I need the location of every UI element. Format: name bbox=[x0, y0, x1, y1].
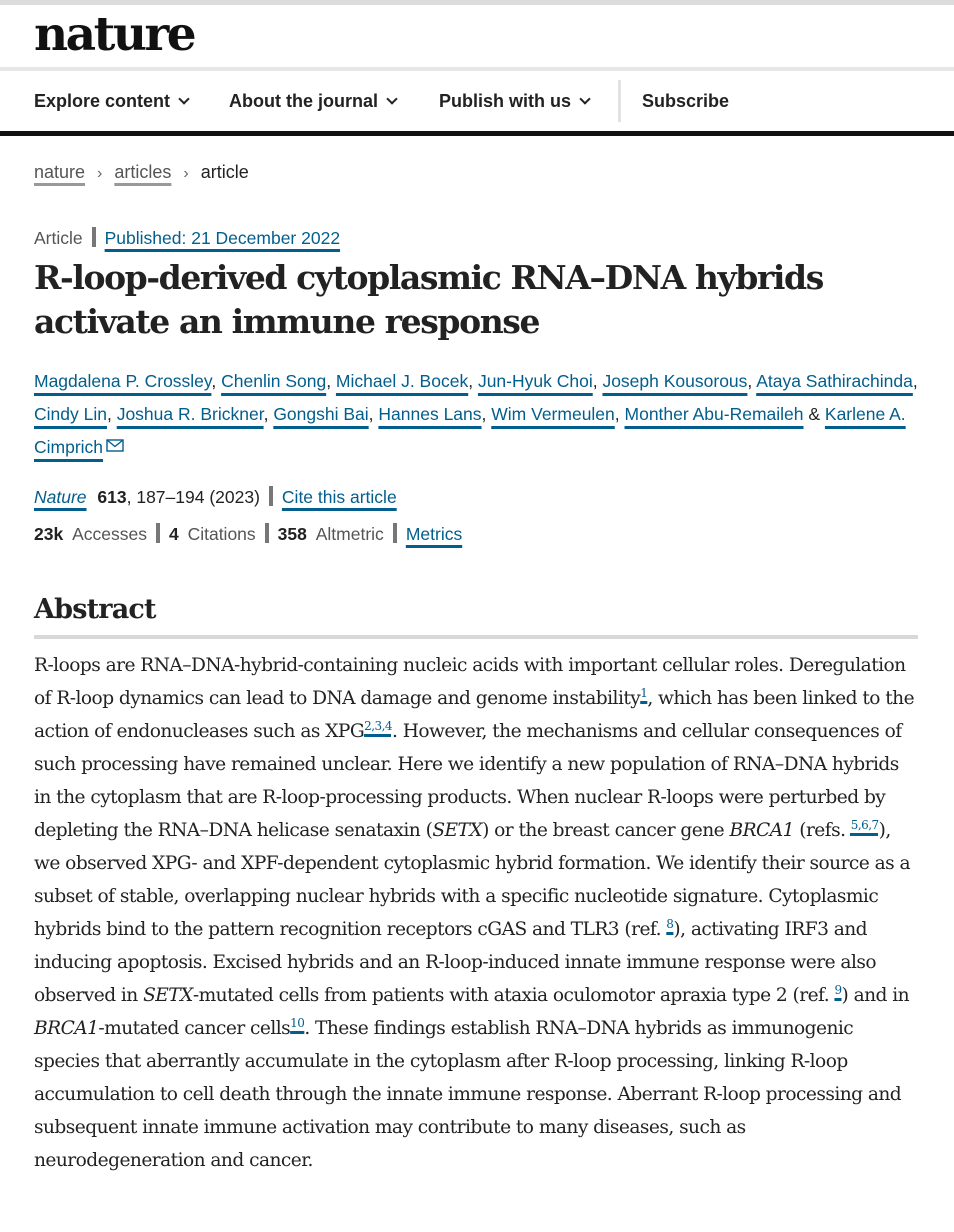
author-separator: , bbox=[592, 371, 603, 391]
divider-bar bbox=[393, 523, 397, 543]
reference-link-3[interactable]: 3 bbox=[374, 719, 382, 733]
nature-logo[interactable]: nature bbox=[34, 7, 195, 62]
abstract-segment: . However, the mechanisms and cellular consequences of such processing have remained unclear. Here we identify a new population of RNA–DNA hybrids in the cytoplasm that are R-loop-processing products. When nuclear R-loops were perturbed by depleting the RNA–DNA helicase senataxin ( bbox=[34, 721, 902, 841]
pages-year: , 187–194 (2023) bbox=[126, 487, 260, 507]
nav-about-label: About the journal bbox=[229, 91, 378, 111]
breadcrumb-separator: › bbox=[97, 165, 103, 182]
accesses-count: 23k bbox=[34, 524, 64, 544]
ref-comma: , bbox=[857, 818, 862, 832]
citations-label: Citations bbox=[187, 524, 256, 544]
nav-explore-content[interactable] bbox=[34, 71, 188, 132]
journal-link[interactable]: Nature bbox=[34, 487, 87, 507]
author-link[interactable]: Hannes Lans bbox=[378, 404, 482, 424]
abstract-heading: Abstract bbox=[34, 594, 156, 625]
volume: 613 bbox=[97, 487, 127, 507]
author-separator: , bbox=[106, 404, 117, 424]
citation-line bbox=[34, 485, 397, 509]
author-separator: , bbox=[468, 371, 478, 391]
chevron-down-icon bbox=[386, 93, 397, 104]
author-link[interactable]: Michael J. Bocek bbox=[335, 371, 469, 391]
author-separator: , bbox=[912, 371, 918, 391]
metrics-link[interactable]: Metrics bbox=[405, 524, 463, 544]
author-separator: & bbox=[803, 404, 825, 424]
email-icon[interactable] bbox=[106, 439, 124, 452]
divider-bar bbox=[156, 523, 160, 543]
breadcrumb bbox=[34, 160, 249, 186]
altmetric-label: Altmetric bbox=[315, 524, 384, 544]
reference-link-5[interactable]: 5 bbox=[850, 818, 858, 832]
reference-link-8[interactable]: 8 bbox=[666, 917, 674, 931]
author-separator: , bbox=[614, 404, 625, 424]
breadcrumb-nature[interactable]: nature bbox=[34, 162, 86, 182]
article-title: R-loop-derived cytoplasmic RNA–DNA hybrids activate an immune response bbox=[34, 258, 823, 341]
reference-link-9[interactable]: 9 bbox=[834, 983, 842, 997]
top-strip bbox=[0, 0, 954, 5]
divider-bar bbox=[269, 486, 273, 506]
cite-article-link[interactable]: Cite this article bbox=[281, 487, 397, 507]
abstract-segment: . These findings establish RNA–DNA hybrids as immunogenic species that aberrantly accumulate in the cytoplasm after R-loop processing, linking R-loop accumulation to cell death through the innate immune response. Aberrant R-loop processing and subsequent innate immune activation may contribute to many diseases, such as neurodegeneration and cancer. bbox=[34, 1018, 902, 1171]
reference-link-7[interactable]: 7 bbox=[871, 818, 879, 832]
abstract-segment: (refs. bbox=[793, 820, 851, 841]
breadcrumb-articles[interactable]: articles bbox=[114, 162, 172, 182]
subscribe-link[interactable]: Subscribe bbox=[642, 91, 730, 111]
divider-bar bbox=[265, 523, 269, 543]
abstract-segment: , which has been linked to the action of endonucleases such as XPG bbox=[34, 688, 915, 742]
author-separator: , bbox=[368, 404, 379, 424]
abstract-rule bbox=[34, 635, 918, 639]
breadcrumb-current: article bbox=[200, 162, 249, 182]
divider-bar bbox=[92, 227, 96, 247]
altmetric-count: 358 bbox=[277, 524, 307, 544]
nav-about-journal[interactable] bbox=[229, 71, 396, 132]
author-link[interactable]: Karlene A. Cimprich bbox=[34, 404, 906, 457]
author-link[interactable]: Joshua R. Brickner bbox=[116, 404, 264, 424]
author-separator: , bbox=[211, 371, 222, 391]
author-separator: , bbox=[747, 371, 757, 391]
author-link[interactable]: Magdalena P. Crossley bbox=[34, 371, 212, 391]
ref-comma: , bbox=[371, 719, 375, 733]
author-link[interactable]: Ataya Sathirachinda bbox=[756, 371, 913, 391]
author-link[interactable]: Cindy Lin bbox=[34, 404, 107, 424]
citations-count: 4 bbox=[168, 524, 179, 544]
main-nav bbox=[0, 71, 954, 132]
accesses-label: Accesses bbox=[72, 524, 147, 544]
nav-publish-label: Publish with us bbox=[439, 91, 572, 111]
chevron-down-icon bbox=[579, 93, 590, 104]
abstract-segment: ), we observed XPG- and XPF-dependent cytoplasmic hybrid formation. We identify their source as a subset of stable, overlapping nuclear hybrids with a specific nucleotide signature. Cytoplasmic hybrids bind to the pattern recognition receptors cGAS and TLR3 (ref. bbox=[34, 820, 911, 940]
author-link[interactable]: Jun-Hyuk Choi bbox=[477, 371, 593, 391]
gene-name: BRCA1 bbox=[729, 820, 794, 841]
abstract-segment: -mutated cells from patients with ataxia oculomotor apraxia type 2 (ref. bbox=[192, 985, 835, 1006]
author-link[interactable]: Chenlin Song bbox=[221, 371, 327, 391]
reference-link-1[interactable]: 1 bbox=[640, 686, 648, 700]
reference-link-6[interactable]: 6 bbox=[861, 818, 869, 832]
gene-name: SETX bbox=[143, 985, 193, 1006]
breadcrumb-separator: › bbox=[183, 165, 189, 182]
reference-link-4[interactable]: 4 bbox=[384, 719, 392, 733]
abstract-segment: ), activating IRF3 and inducing apoptosis. Excised hybrids and an R-loop-induced innate immune response were also observed in bbox=[34, 919, 876, 1006]
author-list bbox=[34, 365, 924, 464]
nav-explore-label: Explore content bbox=[34, 91, 171, 111]
abstract-segment: R-loops are RNA–DNA-hybrid-containing nucleic acids with important cellular roles. Deregulation of R-loop dynamics can lead to DNA damage and genome instability bbox=[34, 655, 906, 709]
nav-bottom-rule bbox=[0, 131, 954, 136]
abstract-segment: ) and in bbox=[841, 985, 910, 1006]
author-separator: , bbox=[263, 404, 274, 424]
gene-name: BRCA1 bbox=[34, 1018, 99, 1039]
author-link[interactable]: Wim Vermeulen bbox=[491, 404, 615, 424]
gene-name: SETX bbox=[432, 820, 483, 841]
reference-link-10[interactable]: 10 bbox=[290, 1016, 305, 1030]
abstract-segment: -mutated cancer cells bbox=[98, 1018, 291, 1039]
article-meta bbox=[34, 226, 340, 250]
author-separator: , bbox=[326, 371, 336, 391]
nav-publish-with-us[interactable] bbox=[439, 71, 589, 132]
published-date-link[interactable]: Published: 21 December 2022 bbox=[104, 228, 341, 248]
metrics-bar bbox=[34, 522, 462, 546]
nav-divider bbox=[618, 80, 621, 122]
ref-comma: , bbox=[868, 818, 872, 832]
reference-link-2[interactable]: 2 bbox=[364, 719, 372, 733]
author-link[interactable]: Monther Abu-Remaileh bbox=[624, 404, 804, 424]
author-separator: , bbox=[481, 404, 492, 424]
abstract-segment: ) or the breast cancer gene bbox=[482, 820, 730, 841]
author-link[interactable]: Gongshi Bai bbox=[273, 404, 369, 424]
ref-comma: , bbox=[381, 719, 385, 733]
article-type: Article bbox=[34, 228, 83, 248]
author-link[interactable]: Joseph Kousorous bbox=[602, 371, 748, 391]
chevron-down-icon bbox=[178, 93, 189, 104]
abstract-text bbox=[34, 649, 918, 1177]
